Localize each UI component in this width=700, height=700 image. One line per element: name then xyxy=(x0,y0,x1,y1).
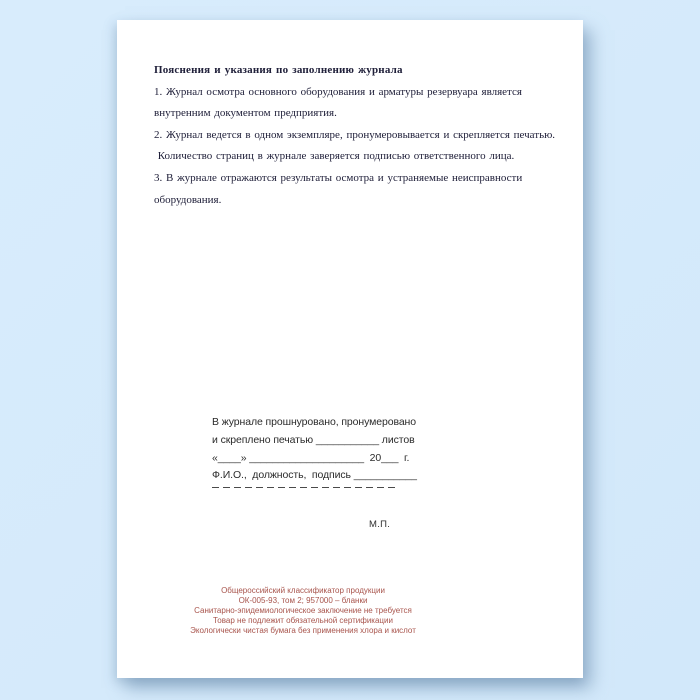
instruction-line: внутренним документом предприятия. xyxy=(154,107,337,120)
binding-line-date-blank: «____» ____________________ 20___ г. xyxy=(212,451,410,464)
instruction-line: 3. В журнале отражаются результаты осмотра и устраняемые неисправности оборудования. xyxy=(154,171,526,206)
fill-in-dashed-line xyxy=(212,487,398,488)
instruction-line: 2. Журнал ведется в одном экземпляре, пронумеровывается и скрепляется печатью. xyxy=(154,128,556,141)
document-page xyxy=(117,20,583,678)
seal-mark: М.П. xyxy=(369,519,391,530)
footer-note-line: Товар не подлежит обязательной сертификации xyxy=(213,616,393,625)
instructions-heading: Пояснения и указания по заполнению журнала xyxy=(154,64,403,76)
binding-record-section xyxy=(212,414,417,485)
instruction-line: 1. Журнал осмотра основного оборудования и арматуры резервуара является xyxy=(154,85,522,98)
binding-line-sheets-blank: и скреплено печатью ___________ листов xyxy=(212,433,415,446)
footer-certification-section xyxy=(158,586,448,636)
binding-line-signature-blank: Ф.И.О., должность, подпись ___________ xyxy=(212,469,417,482)
instruction-line: Количество страниц в журнале заверяется подписью ответственного лица. xyxy=(154,150,515,163)
footer-note-line: Экологически чистая бумага без применения хлора и кислот xyxy=(190,626,416,635)
footer-note-line: Общероссийский классификатор продукции xyxy=(221,586,385,595)
binding-line: В журнале прошнуровано, пронумеровано xyxy=(212,416,416,428)
instructions-section xyxy=(154,60,566,211)
footer-note-line: Санитарно-эпидемиологическое заключение не требуется xyxy=(194,606,412,615)
footer-note-line: ОК-005-93, том 2; 957000 – бланки xyxy=(238,596,368,605)
